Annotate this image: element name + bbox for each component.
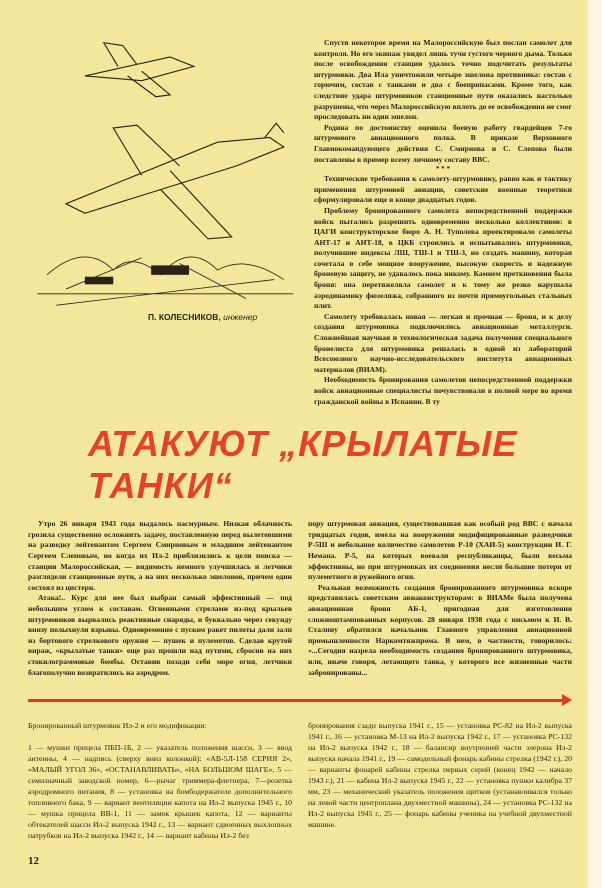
red-divider-line — [28, 699, 562, 702]
top-section — [28, 38, 572, 407]
page-edge — [588, 0, 602, 888]
illustrator-name: П. КОЛЕСНИКОВ, — [148, 312, 221, 322]
paragraph: Атака!.. Курс для нее был выбран самый эффективный — под небольшим углом к составам. Огненными стрелами из-под крыльев штурмовиков вырвались реактивные снаряды, и буквально через секунду внизу полыхнули взрывы. Одновременно с пуском ракет пилоты дали залп из бортового стрелкового оружия — пушек и пулеметов. Сделав крутой вираж, «крылатые танки» еще раз прошли над путями, сбросив на них стокилограммовые бомбы. Оставив позади себя море огня, летчики благополучно возвратились на аэродром. — [28, 593, 292, 677]
legend-text: бронирования сзади выпуска 1941 г., 15 — установка РС-82 на Ил-2 выпуска 1941 г., 16 — установка М-13 на Ил-2 выпуска 1942 г., 17 — установка РС-132 на Ил-2 выпуска 1942 г., 18 — балансир внутренней части элерона Ил-2 выпуска начала 1941 г., 19 — самодельный фонарь кабины стрелка (1942 г.), 20 — варианты фонарей кабины стрелка первых серий (конец 1942 — начало 1943 г.), 21 — кабина Ил-2 выпуска 1945 г., 22 — установка пушки калибра 37 мм, 23 — механический указатель положения щитков (устанавливался только на левой части центроплана двухместной машины), 24 — установка РС-132 на Ил-2 выпуска 1945 г., 25 — фонарь кабины ученика на учебной двухместной машине. — [308, 721, 572, 830]
lead-aircraft — [66, 123, 284, 239]
legend-text: 1 — мушки прицела ПБП-1Б, 2 — указатель положения шасси, 3 — ввод антенны, 4 — надпись (сверху вниз колонкой): «АВ-5Л-158 СЕРИЯ 2», «МАЛЫЙ УГОЛ 36», «ОСТАНАВЛИВАТЬ», «НА БОЛЬШОМ ШАГЕ», 5 — семизначный заводской номер, 6—рычаг триммера-флетнера, 7—розетка аэродромного питания, 8 — установка на бомбодержателе дополнительного топливного бака, 9 — вариант вентиляции капота на Ил-2 выпуска 1945 г., 10 — мушка прицела ВВ-1, 11 — замок крышек капота, 12 — варианты обтекателей шасси Ил-2 выпуска 1942 г., 13 — вариант сдвоенных выхлопных патрубков на Ил-2 выпуска 1942 г., 14 — вариант кабины Ил-2 без — [28, 743, 292, 841]
mid-left-column — [28, 519, 292, 678]
paragraph: Технические требования к самолету-штурмовику, равно как и тактику применения штурмовой авиации, советские военные теоретики сформулировали еще в конце двадцатых годов. — [314, 174, 572, 205]
illustration-block — [28, 38, 298, 323]
paragraph: Необходимость бронирования самолетов непосредственной поддержки войск авиационные специалисты почувствовали в полной мере во время гражданской войны в Испании. В ту — [314, 375, 572, 406]
burning-train-car — [85, 277, 113, 285]
illustration-caption — [148, 312, 298, 323]
explosions — [37, 257, 293, 305]
legend-right-column — [308, 720, 572, 830]
paragraph: Спустя некоторое время на Малороссийскую был послан самолет для контроля. Но его экипаж увидел лишь тучи густого черного дыма. Только после освобождения станции удалось точно подсчитать результаты штурмовки. Два Ила уничтожили четыре эшелона противника: состав с горючим, состав с танками и два с боеприпасами. Кроме того, как следствие удара штурмовиков станционные пути оказались настолько разрушены, что через Малороссийскую вплоть до ее освобождения не смог проследовать ни один эшелон. — [314, 38, 572, 122]
middle-section — [28, 519, 572, 678]
paragraph: Самолету требовалась новая — легкая и прочная — броня, и к делу создания штурмовика подключились авиационные металлурги. Сложнейшая научная и технологическая задача получения специального бронелиста для штурмовика решалась в одной из лабораторий Всесоюзного научно-исследовательского института авиационных материалов (ВИАМ). — [314, 311, 572, 374]
burning-train-car — [151, 265, 189, 274]
paragraph: пору штурмовая авиация, существовавшая как особый род ВВС с начала тридцатых годов, имела на вооружении модифицированные разведчики Р-5Ш и небольшое количество самолетов Р-10 (ХАИ-5) конструкции И. Г. Немана. Р-5, на которых воевали республиканцы, были весьма эффективны, но при штурмовках их соединения несли большие потери от пулеметного и ружейного огня. — [308, 519, 572, 582]
rear-aircraft — [85, 43, 194, 97]
legend-section — [28, 720, 572, 841]
page-number: 12 — [28, 855, 39, 868]
paragraph: Реальная возможность создания бронированного штурмовика вскоре представилась советским авиаконструкторам: в ВИАМе была получена авиационная броня АБ-1, пригодная для изготовления сложноштампованных корпусов. 28 января 1938 года с письмом к И. В. Сталину обратился начальник Главного управления авиационной промышленности Наркомтяжпрома. В нем, в частности, говорилось: «...Сегодня назрела необходимость создания бронированного штурмовика, или, иначе говоря, летающего танка, у которого все жизненные части забронированы... — [308, 582, 572, 677]
mid-right-column — [308, 519, 572, 678]
paragraph: Родина по достоинству оценила боевую работу гвардейцев 7-го штурмового авиационного полка. В приказе Верховного Главнокомандующего действия С. Смирнова и С. Слепова были поставлены в пример всему личному составу ВВС. — [314, 122, 572, 164]
legend-left-column — [28, 720, 292, 841]
arrow-right-icon — [562, 694, 572, 706]
red-divider — [28, 694, 572, 706]
top-right-column — [314, 38, 572, 407]
attack-aircraft-illustration — [28, 38, 298, 308]
paragraph: Проблему бронированного самолета непосредственной поддержки войск пытались разрешить одновременно несколько коллективов: в ЦАГИ конструкторское бюро А. Н. Туполева проектировало самолеты АНТ-17 и АНТ-18, в ЦКБ строились и испытывались штурмовики, получившие индексы ЛШ, ТШ-1 и ТШ-3, но создать машину, которая сочетала в себе мощное вооружение, высокую скорость и надежную броневую защиту, не удавалось пока никому. Камнем преткновения была броня: она перетяжеляла самолет и к тому же резко нарушала аэродинамику фюзеляжа, собранного из почти прямоугольных стальных плит. — [314, 205, 572, 311]
paragraph: Утро 26 января 1943 года выдалось пасмурным. Низкая облачность грозила существенно осложнить задачу, поставленную перед вылетевшими на разведку лейтенантом Сергеем Смирновым и младшим лейтенантом Сергеем Слеповым, но когда их Ил-2 приблизились к цели поиска — станции Малороссийская, — видимость немного улучшилась и летчики разглядели станционные пути, а на них несколько эшелонов, причем один состоял из цистерн. — [28, 519, 292, 592]
article-title: АТАКУЮТ „КРЫЛАТЫЕ ТАНКИ“ — [88, 423, 518, 507]
section-divider: * * * — [436, 165, 450, 174]
illustrator-role: инженер — [223, 312, 258, 322]
legend-heading: Бронированный штурмовик Ил-2 и его модификации: — [28, 721, 207, 731]
